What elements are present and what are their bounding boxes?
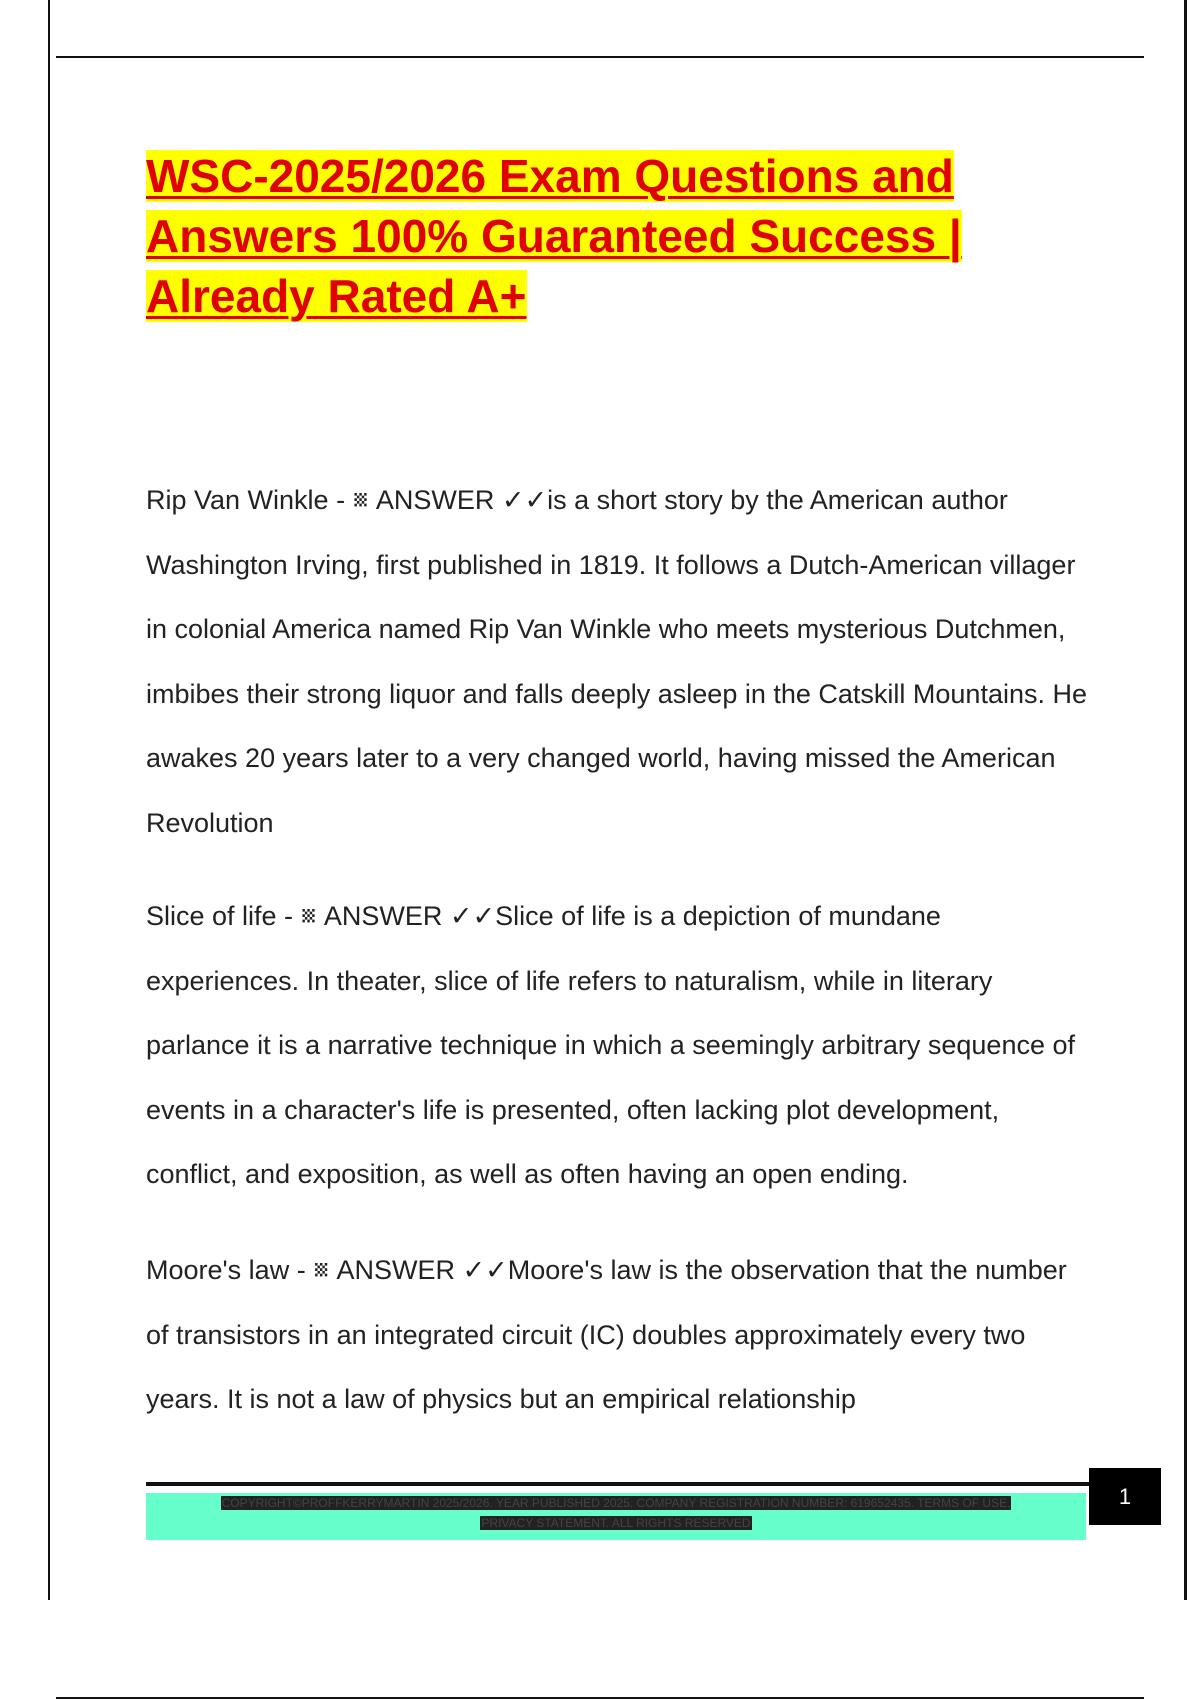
qa-entry-moores-law: [146, 1238, 1096, 1432]
answer-label: ANSWER ✓✓: [329, 1255, 508, 1285]
footer-rule: [146, 1482, 1090, 1486]
entry-answer-text: Moore's law is the observation that the number of transistors in an integrated circuit (IC) doubles approximately every two years. It is not a law of physics but an empirical relationship: [146, 1255, 1067, 1414]
title-line-3: Already Rated A+: [146, 270, 527, 322]
qa-entry-slice-of-life: [146, 884, 1096, 1207]
title-line-1: WSC-2025/2026 Exam Questions and: [146, 150, 954, 202]
answer-marker-icon: ␧: [300, 901, 317, 931]
page-border-right: [1184, 0, 1187, 1600]
header-rule: [56, 56, 1144, 58]
answer-label: ANSWER ✓✓: [368, 485, 548, 515]
entry-answer-text: Slice of life is a depiction of mundane experiences. In theater, slice of life refers to naturalism, while in literary parlance it is a narrative technique in which a seemingly arbitrary sequence of events in a character's life is presented, often lacking plot development, conflict, and exposition, as well as often having an open ending.: [146, 901, 1075, 1189]
answer-label: ANSWER ✓✓: [316, 901, 496, 931]
entry-term: Slice of life -: [146, 901, 301, 931]
entry-term: Rip Van Winkle -: [146, 485, 353, 515]
copyright-footer: [146, 1493, 1086, 1540]
document-title: [146, 146, 1046, 326]
copyright-line-2: PRIVACY STATEMENT. ALL RIGHTS RESERVED: [481, 1516, 751, 1530]
answer-marker-icon: ␧: [313, 1255, 330, 1285]
answer-marker-icon: ␧: [352, 485, 369, 515]
qa-entry-rip-van-winkle: [146, 468, 1096, 855]
title-line-2: Answers 100% Guaranteed Success |: [146, 210, 962, 262]
entry-term: Moore's law -: [146, 1255, 314, 1285]
page-border-left: [48, 0, 50, 1600]
entry-answer-text: is a short story by the American author Washington Irving, first published in 1819. It follows a Dutch-American villager in colonial America named Rip Van Winkle who meets mysterious Dutchmen, imbibes their strong liquor and falls deeply asleep in the Catskill Mountains. He awakes 20 years later to a very changed world, having missed the American Revolution: [146, 485, 1087, 838]
next-page-rule: [56, 1697, 1144, 1699]
copyright-line-1: COPYRIGHT©PROFFKERRYMARTIN 2025/2026. YEAR PUBLISHED 2025. COMPANY REGISTRATION NUMBER: 619652435. TERMS OF USE.: [221, 1496, 1011, 1510]
page-number: 1: [1089, 1468, 1161, 1525]
